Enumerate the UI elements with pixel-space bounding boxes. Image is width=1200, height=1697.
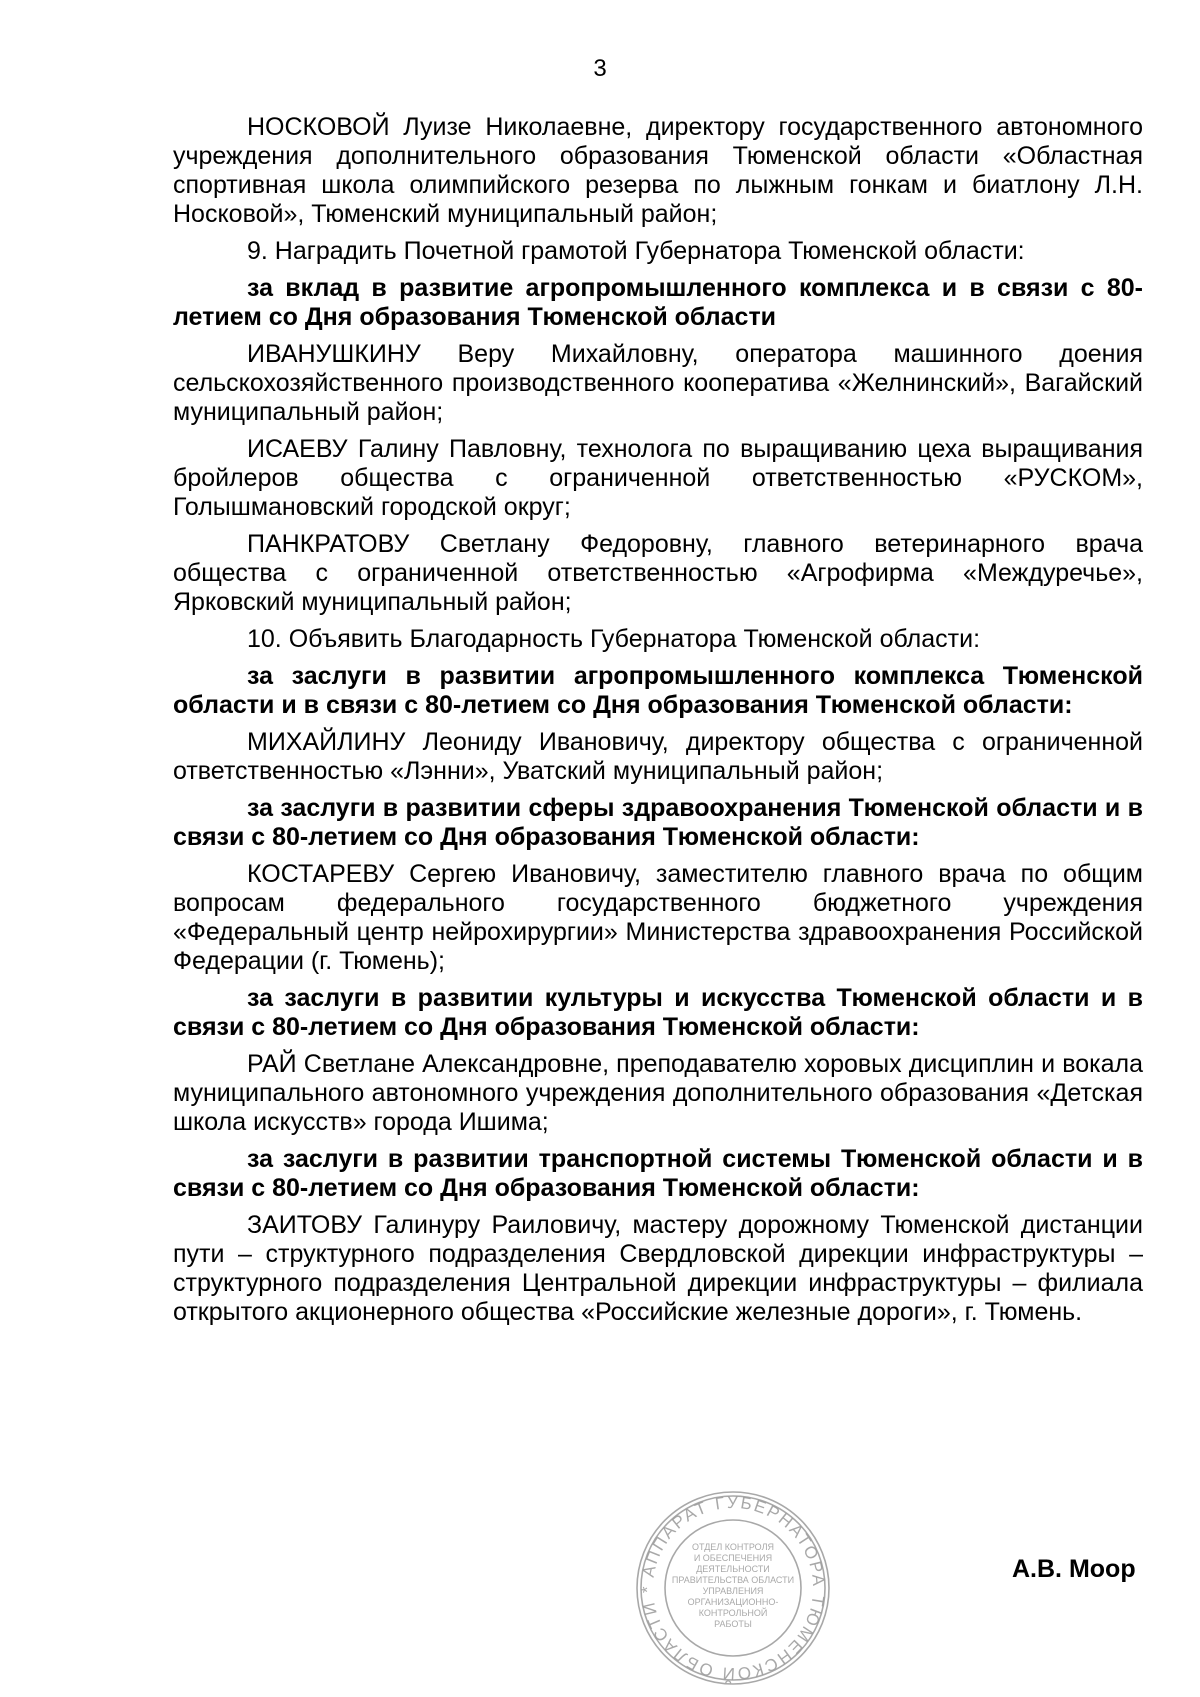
award-reason-culture: за заслуги в развитии культуры и искусства Тюменской области и в связи с 80-летием со Дня образования Тюменской области: [173,984,1143,1041]
signature-name: А.В. Моор [1012,1555,1136,1583]
svg-text:АППАРАТ ГУБЕРНАТОРА ТЮМЕНСКОЙ: АППАРАТ ГУБЕРНАТОРА ТЮМЕНСКОЙ ОБЛАСТИ * [637,1492,829,1684]
svg-text:УПРАВЛЕНИЯ: УПРАВЛЕНИЯ [702,1586,764,1596]
svg-text:КОНТРОЛЬНОЙ: КОНТРОЛЬНОЙ [698,1608,768,1618]
paragraph-ray: РАЙ Светлане Александровне, преподавателю хоровых дисциплин и вокала муниципального автономного учреждения дополнительного образования «Детская школа искусств» города Ишима; [173,1050,1143,1136]
svg-text:ПРАВИТЕЛЬСТВА ОБЛАСТИ: ПРАВИТЕЛЬСТВА ОБЛАСТИ [671,1575,795,1585]
award-reason-transport: за заслуги в развитии транспортной системы Тюменской области и в связи с 80-летием со Дня образования Тюменской области: [173,1145,1143,1202]
official-seal [633,1488,833,1688]
svg-text:ДЕЯТЕЛЬНОСТИ: ДЕЯТЕЛЬНОСТИ [696,1564,770,1574]
paragraph-noskovoy: НОСКОВОЙ Луизе Николаевне, директору государственного автономного учреждения дополнительного образования Тюменской области «Областная спортивная школа олимпийского резерва по лыжным гонкам и биатлону Л.Н. Носковой», Тюменский муниципальный район; [173,113,1143,228]
svg-text:РАБОТЫ: РАБОТЫ [714,1619,752,1629]
item-9-heading: 9. Наградить Почетной грамотой Губернатора Тюменской области: [247,237,1025,265]
award-reason-agro: за вклад в развитие агропромышленного комплекса и в связи с 80-летием со Дня образования Тюменской области [173,274,1143,331]
paragraph-ivanushkina: ИВАНУШКИНУ Веру Михайловну, оператора машинного доения сельскохозяйственного производственного кооператива «Желнинский», Вагайский муниципальный район; [173,340,1143,426]
award-reason-health: за заслуги в развитии сферы здравоохранения Тюменской области и в связи с 80-летием со Дня образования Тюменской области: [173,794,1143,851]
svg-text:ОТДЕЛ КОНТРОЛЯ: ОТДЕЛ КОНТРОЛЯ [692,1542,774,1552]
paragraph-pankratova: ПАНКРАТОВУ Светлану Федоровну, главного ветеринарного врача общества с ограниченной ответственностью «Агрофирма «Междуречье», Ярковский муниципальный район; [173,530,1143,616]
paragraph-isaeva: ИСАЕВУ Галину Павловну, технолога по выращиванию цеха выращивания бройлеров общества с ограниченной ответственностью «РУСКОМ», Голышмановский городской округ; [173,435,1143,521]
document-body [173,113,1143,1335]
item-10-heading: 10. Объявить Благодарность Губернатора Тюменской области: [247,625,981,653]
paragraph-mikhaylin: МИХАЙЛИНУ Леониду Ивановичу, директору общества с ограниченной ответственностью «Лэнни», Уватский муниципальный район; [173,728,1143,785]
svg-text:И ОБЕСПЕЧЕНИЯ: И ОБЕСПЕЧЕНИЯ [693,1553,773,1563]
award-reason-agro-2: за заслуги в развитии агропромышленного комплекса Тюменской области и в связи с 80-летием со Дня образования Тюменской области: [173,662,1143,719]
paragraph-kostarev: КОСТАРЕВУ Сергею Ивановичу, заместителю главного врача по общим вопросам федерального государственного бюджетного учреждения «Федеральный центр нейрохирургии» Министерства здравоохранения Российской Федерации (г. Тюмень); [173,860,1143,975]
paragraph-zaitov: ЗАИТОВУ Галинуру Раиловичу, мастеру дорожному Тюменской дистанции пути – структурного подразделения Свердловской дирекции инфраструктуры – структурного подразделения Центральной дирекции инфраструктуры – филиала открытого акционерного общества «Российские железные дороги», г. Тюмень. [173,1211,1143,1326]
page-number: 3 [593,55,607,82]
svg-text:ОРГАНИЗАЦИОННО-: ОРГАНИЗАЦИОННО- [687,1597,779,1607]
